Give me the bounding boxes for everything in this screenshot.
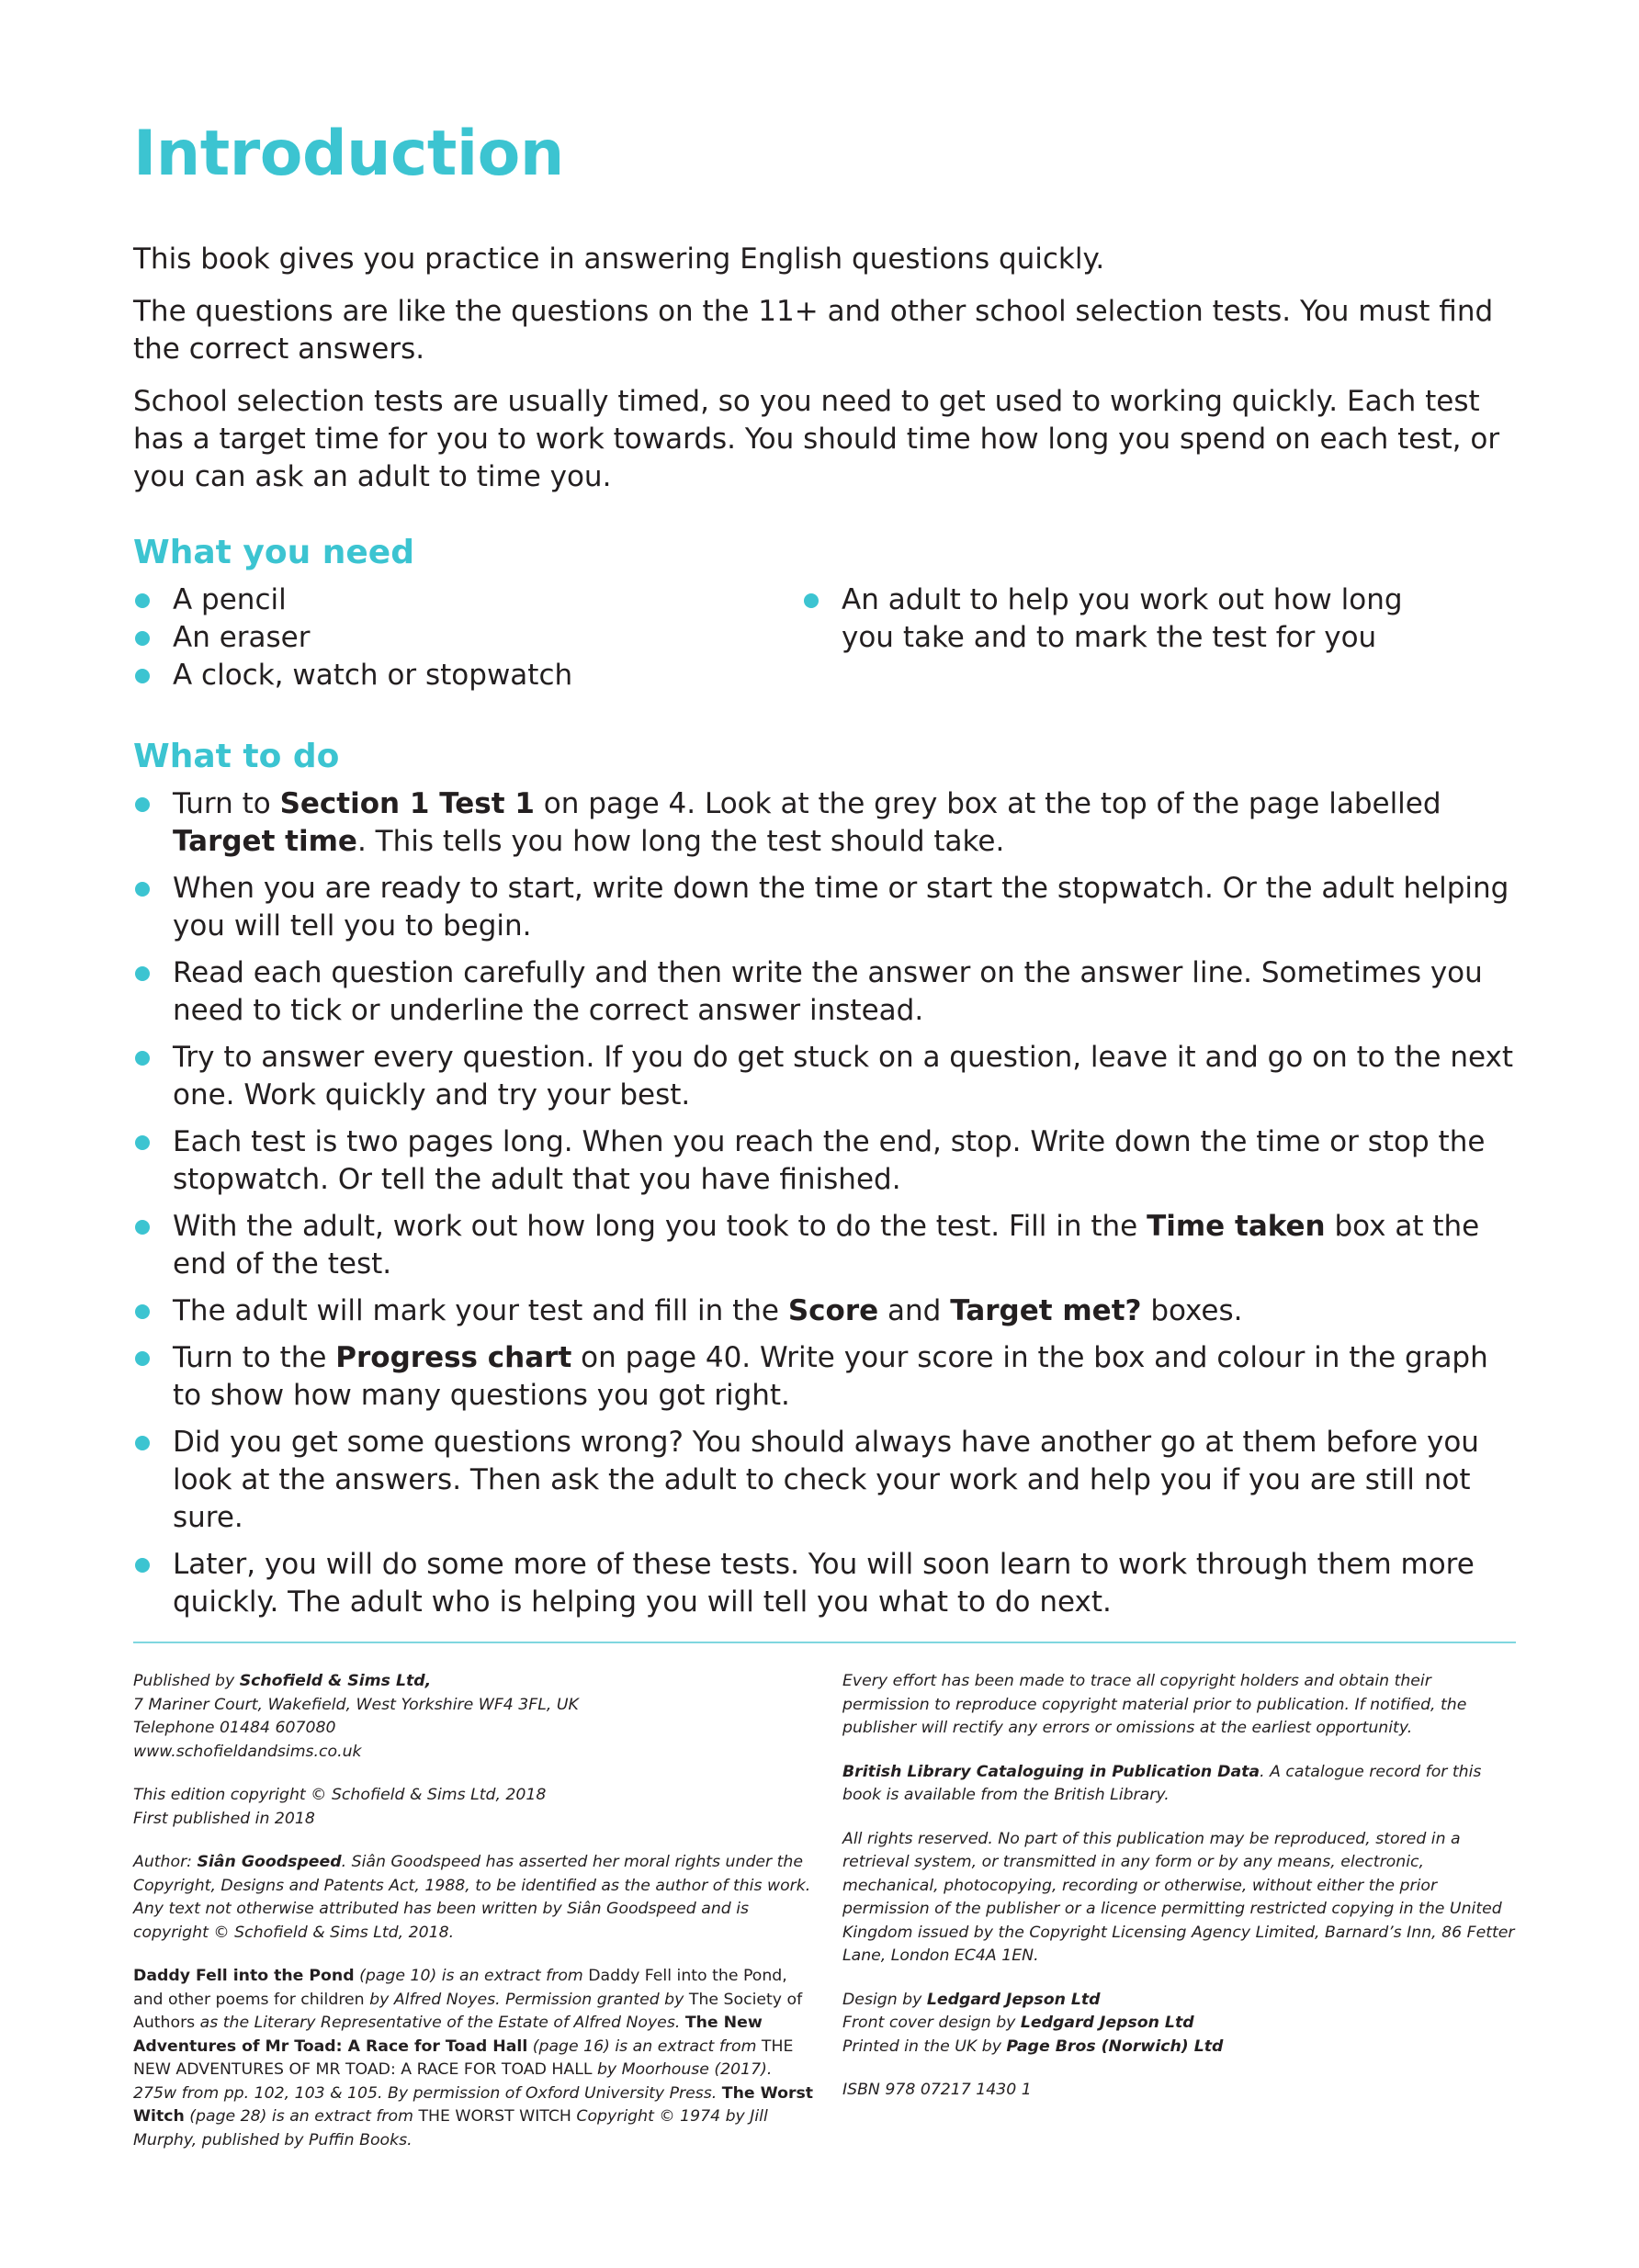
credit-daddy-title: Daddy Fell into the Pond — [133, 1967, 355, 1985]
todo-7-score: Score — [787, 1294, 879, 1327]
credit-text-14: Copyright © 1974 by Jill Murphy, published by Puffin Books. — [133, 2107, 768, 2150]
todo-item-1 — [133, 785, 1520, 861]
need-list-left — [133, 581, 767, 694]
british-library-text: . A catalogue record for this book is available from the British Library. — [842, 1762, 1482, 1804]
author-label: Author: — [133, 1853, 198, 1871]
design-company: Ledgard Jepson Ltd — [926, 1990, 1101, 2009]
page-title: Introduction — [133, 118, 564, 190]
todo-item-7 — [133, 1292, 1520, 1330]
todo-item-2: When you are ready to start, write down the time or start the stopwatch. Or the adult helping you will tell you to begin. — [133, 870, 1520, 945]
todo-item-9: Did you get some questions wrong? You should always have another go at them before you look at the answers. Then ask the adult to check your work and help you if you are still not sure. — [133, 1424, 1520, 1537]
printed-label: Printed in the UK by — [842, 2037, 1007, 2056]
what-to-do-list — [133, 785, 1520, 1630]
design-credits-block — [842, 1989, 1519, 2059]
need-item-pencil: A pencil — [133, 581, 767, 619]
todo-item-3: Read each question carefully and then write the answer on the answer line. Sometimes you need to tick or underline the correct answer instead. — [133, 954, 1520, 1030]
todo-item-10: Later, you will do some more of these tests. You will soon learn to work through them more quickly. The adult who is helping you will tell you what to do next. — [133, 1546, 1520, 1621]
design-label: Design by — [842, 1990, 927, 2009]
todo-item-5: Each test is two pages long. When you reach the end, stop. Write down the time or stop the stopwatch. Or tell the adult that you have finished. — [133, 1123, 1520, 1199]
author-rights: . Siân Goodspeed has asserted her moral rights under the Copyright, Designs and Patents Act, 1988, to be identified as the author of this work. Any text not otherwise attributed has been written by Siân Goodspeed and is copyright © Schofield & Sims Ltd, 2018. — [133, 1853, 811, 1942]
todo-6-text-a: With the adult, work out how long you took to do the test. Fill in the — [173, 1210, 1147, 1243]
todo-6-text-c: box at the end of the test. — [173, 1210, 1480, 1281]
intro-paragraph-3: School selection tests are usually timed, so you need to get used to working quickly. Each test has a target time for you to work towards. You should time how long you spend on each test, or you can ask an adult to time you. — [133, 385, 1500, 493]
all-rights-reserved: All rights reserved. No part of this publication may be reproduced, stored in a retrieval system, or transmitted in any form or by any means, electronic, mechanical, photocopying, recording or otherwise, without either the prior permission of the publisher or a licence permitting restricted copying in the United Kingdom issued by the Copyright Licensing Agency Limited, Barnard’s Inn, 86 Fetter Lane, London EC4A 1EN. — [842, 1829, 1515, 1965]
edition-copyright: This edition copyright © Schofield & Sims Ltd, 2018 — [133, 1786, 547, 1804]
publisher-block — [133, 1670, 813, 1764]
what-to-do-heading: What to do — [133, 738, 340, 775]
credit-witch-book: THE WORST WITCH — [418, 2107, 571, 2126]
credit-society-authors: The Society of Authors — [133, 1990, 803, 2032]
todo-1-text-c: on page 4. Look at the grey box at the top of the page labelled — [534, 787, 1441, 820]
todo-6-time-taken: Time taken — [1147, 1210, 1326, 1243]
publisher-name: Schofield & Sims Ltd, — [239, 1672, 432, 1690]
credit-text-2: (page 10) is an extract from — [354, 1967, 589, 1985]
todo-item-4: Try to answer every question. If you do get stuck on a question, leave it and go on to the next one. Work quickly and try your best. — [133, 1039, 1520, 1114]
british-library-label: British Library Cataloguing in Publication Data — [842, 1762, 1260, 1781]
intro-section — [133, 241, 1520, 511]
todo-8-text-c: on page 40. Write your score in the box and colour in the graph to show how many questions you got right. — [173, 1341, 1488, 1412]
intro-paragraph-2: The questions are like the questions on the 11+ and other school selection tests. You must find the correct answers. — [133, 295, 1494, 366]
footer-left-column — [133, 1670, 813, 2172]
footer-right-column — [842, 1670, 1519, 2123]
publisher-address: 7 Mariner Court, Wakefield, West Yorkshire WF4 3FL, UK — [133, 1695, 579, 1714]
todo-item-6 — [133, 1208, 1520, 1283]
todo-1-target-time: Target time — [173, 825, 357, 858]
todo-7-target-met: Target met? — [950, 1294, 1142, 1327]
cover-design-label: Front cover design by — [842, 2014, 1021, 2032]
printer-company: Page Bros (Norwich) Ltd — [1006, 2037, 1224, 2056]
todo-1-text-e: . This tells you how long the test should take. — [356, 825, 1005, 858]
credit-text-10: by Moorhouse (2017). 275w from pp. 102, 103 & 105. By permission of Oxford University Press. — [133, 2060, 773, 2103]
credit-toad-title: The New Adventures of Mr Toad: A Race for Toad Hall — [133, 2014, 763, 2056]
edition-block — [133, 1784, 813, 1831]
need-item-adult: An adult to help you work out how long you take and to mark the test for you — [802, 581, 1427, 657]
publisher-telephone: Telephone 01484 607080 — [133, 1719, 336, 1737]
need-item-eraser: An eraser — [133, 619, 767, 657]
todo-item-8 — [133, 1339, 1520, 1415]
first-published: First published in 2018 — [133, 1809, 315, 1828]
need-list-right — [802, 581, 1427, 657]
credit-text-4: by Alfred Noyes. Permission granted by — [364, 1990, 689, 2009]
todo-7-text-e: boxes. — [1141, 1294, 1243, 1327]
todo-8-progress-chart: Progress chart — [335, 1341, 572, 1374]
isbn: ISBN 978 07217 1430 1 — [842, 2081, 1032, 2099]
credits-block — [133, 1965, 813, 2152]
credit-toad-book: THE NEW ADVENTURES OF MR TOAD: A RACE FOR TOAD HALL — [133, 2037, 794, 2079]
credit-text-8: (page 16) is an extract from — [527, 2037, 762, 2056]
author-name: Siân Goodspeed — [197, 1853, 342, 1871]
todo-1-section-ref: Section 1 Test 1 — [279, 787, 535, 820]
need-item-clock: A clock, watch or stopwatch — [133, 657, 767, 694]
todo-7-text-a: The adult will mark your test and fill in the — [173, 1294, 788, 1327]
author-block — [133, 1851, 813, 1945]
credit-witch-title: The Worst Witch — [133, 2083, 814, 2126]
footer-divider — [133, 1642, 1516, 1643]
british-library-block — [842, 1761, 1519, 1808]
credit-text-12: (page 28) is an extract from — [184, 2107, 419, 2126]
published-by-label: Published by — [133, 1672, 240, 1690]
cover-design-company: Ledgard Jepson Ltd — [1020, 2014, 1194, 2032]
todo-1-text-a: Turn to — [173, 787, 280, 820]
what-you-need-heading: What you need — [133, 534, 414, 571]
todo-7-text-c: and — [878, 1294, 951, 1327]
todo-8-text-a: Turn to the — [173, 1341, 336, 1374]
credit-text-6: as the Literary Representative of the Estate of Alfred Noyes. — [195, 2014, 685, 2032]
credit-daddy-book: Daddy Fell into the Pond, and other poems for children — [133, 1967, 787, 2009]
copyright-effort: Every effort has been made to trace all copyright holders and obtain their permission to reproduce copyright material prior to publication. If notified, the publisher will rectify any errors or omissions at the earliest opportunity. — [842, 1672, 1467, 1737]
intro-paragraph-1: This book gives you practice in answering English questions quickly. — [133, 243, 1105, 276]
publisher-website: www.schofieldandsims.co.uk — [133, 1742, 362, 1761]
